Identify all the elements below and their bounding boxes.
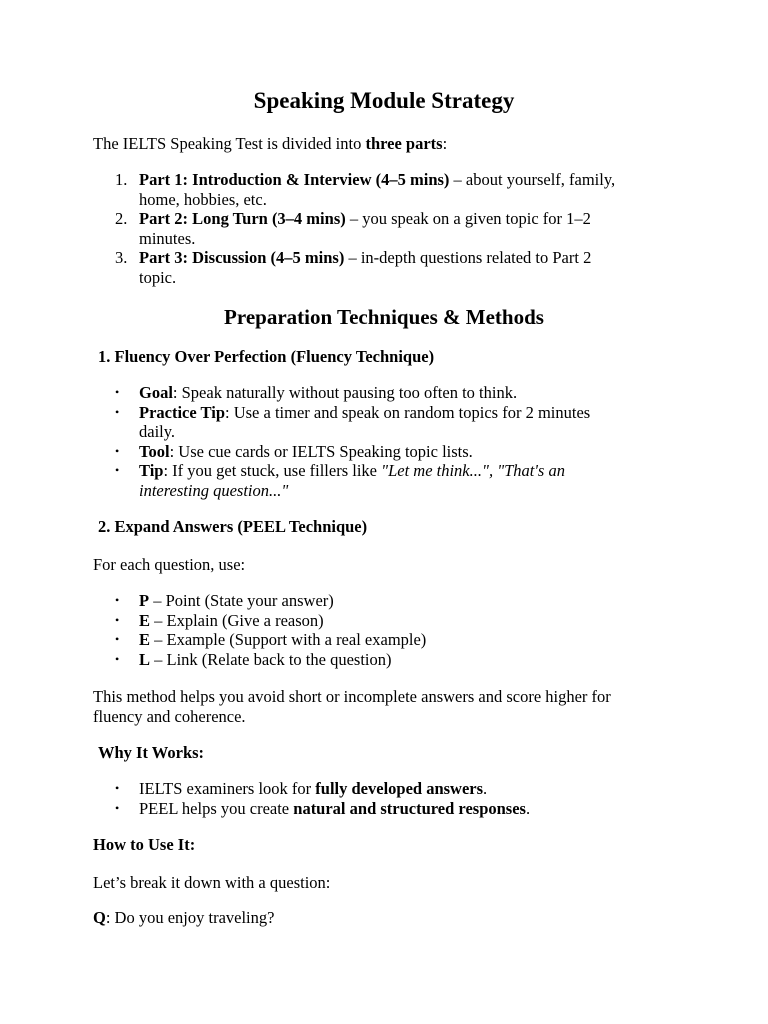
bullet-bold: natural and structured responses — [293, 798, 526, 818]
list-item — [93, 611, 693, 631]
part-title: Part 2: Long Turn (3–4 mins) — [139, 209, 346, 228]
peel-heading: 2. Expand Answers (PEEL Technique) — [98, 517, 368, 536]
bullet-label: Practice Tip — [139, 402, 225, 422]
why-bullets — [93, 779, 693, 818]
list-number: 1. — [115, 170, 128, 189]
list-item — [93, 591, 693, 611]
summary-line: fluency and coherence. — [93, 706, 246, 726]
bullet-dot: • — [115, 404, 120, 419]
bullet-dot: • — [115, 800, 120, 815]
fluency-bullets — [93, 383, 693, 500]
bullet-dot: • — [115, 385, 120, 399]
bullet-text: IELTS examiners look for — [139, 779, 316, 798]
intro-text: The IELTS Speaking Test is divided into — [93, 134, 366, 153]
part-desc: – you speak on a given topic for 1–2 — [345, 209, 591, 228]
bullet-period: . — [483, 779, 488, 798]
bullet-dot: • — [115, 463, 120, 477]
list-number: 3. — [115, 248, 128, 267]
bullet-text: : Speak naturally without pausing too often to think. — [172, 383, 518, 402]
intro-paragraph — [93, 134, 447, 154]
bullet-dot: • — [115, 651, 120, 666]
bullet-dot: • — [115, 781, 120, 795]
part-desc-cont: topic. — [139, 267, 177, 287]
part-desc: – in-depth questions related to Part 2 — [344, 248, 592, 267]
summary-line: This method helps you avoid short or incomplete answers and score higher for — [93, 687, 611, 706]
parts-list — [93, 170, 693, 287]
list-item — [93, 383, 693, 403]
part-desc-cont: minutes. — [139, 228, 196, 248]
question-label: Q — [93, 908, 106, 927]
peel-letter: E — [139, 610, 151, 630]
part-desc-cont: home, hobbies, etc. — [139, 189, 267, 209]
peel-letter: L — [139, 649, 151, 669]
peel-letter: P — [139, 591, 150, 610]
peel-text: – Link (Relate back to the question) — [150, 649, 392, 669]
list-item — [93, 442, 693, 462]
list-item — [93, 403, 693, 442]
why-heading: Why It Works: — [98, 743, 205, 762]
part-title: Part 3: Discussion (4–5 mins) — [139, 248, 345, 267]
bullet-label: Tip — [139, 461, 164, 480]
part-desc: – about yourself, family, — [449, 170, 616, 189]
bullet-dot: • — [115, 443, 120, 458]
list-item — [93, 799, 693, 819]
question-text: : Do you enjoy traveling? — [105, 908, 275, 927]
howto-heading: How to Use It: — [93, 835, 196, 854]
peel-text: – Point (State your answer) — [149, 591, 334, 610]
bullet-text: PEEL helps you create — [139, 798, 294, 818]
bullet-dot: • — [115, 593, 120, 607]
list-item — [93, 779, 693, 799]
fluency-heading: 1. Fluency Over Perfection (Fluency Technique) — [98, 347, 435, 366]
peel-lead: For each question, use: — [93, 555, 246, 574]
bullet-text: : Use cue cards or IELTS Speaking topic lists. — [169, 441, 473, 461]
bullet-dot: • — [115, 632, 120, 646]
bullet-bold: fully developed answers — [315, 779, 484, 798]
page-title: Speaking Module Strategy — [253, 88, 515, 113]
list-item — [93, 650, 693, 670]
peel-bullets — [93, 591, 693, 669]
howto-lead: Let’s break it down with a question: — [93, 873, 331, 892]
bullet-text: : Use a timer and speak on random topics for 2 minutes — [225, 402, 591, 422]
bullet-label: Tool — [139, 441, 170, 461]
bullet-text: : If you get stuck, use fillers like — [163, 461, 382, 480]
list-item — [93, 461, 693, 500]
list-item — [93, 209, 693, 248]
intro-bold: three parts — [365, 134, 443, 153]
bullet-dot: • — [115, 612, 120, 627]
list-number: 2. — [115, 209, 128, 228]
section-title: Preparation Techniques & Methods — [224, 305, 544, 329]
peel-text: – Example (Support with a real example) — [150, 630, 427, 649]
bullet-text-cont: daily. — [139, 422, 176, 441]
intro-colon: : — [442, 134, 448, 153]
list-item — [93, 248, 693, 287]
peel-letter: E — [139, 630, 151, 649]
bullet-label: Goal — [139, 383, 173, 402]
question-line — [93, 908, 274, 928]
list-item — [93, 630, 693, 650]
bullet-period: . — [525, 798, 531, 818]
peel-text: – Explain (Give a reason) — [150, 610, 324, 630]
peel-summary — [93, 687, 611, 726]
bullet-italic-cont: interesting question..." — [139, 480, 289, 500]
list-item — [93, 170, 693, 209]
part-title: Part 1: Introduction & Interview (4–5 mins) — [139, 170, 450, 189]
bullet-italic: "Let me think...", "That's an — [381, 461, 565, 480]
